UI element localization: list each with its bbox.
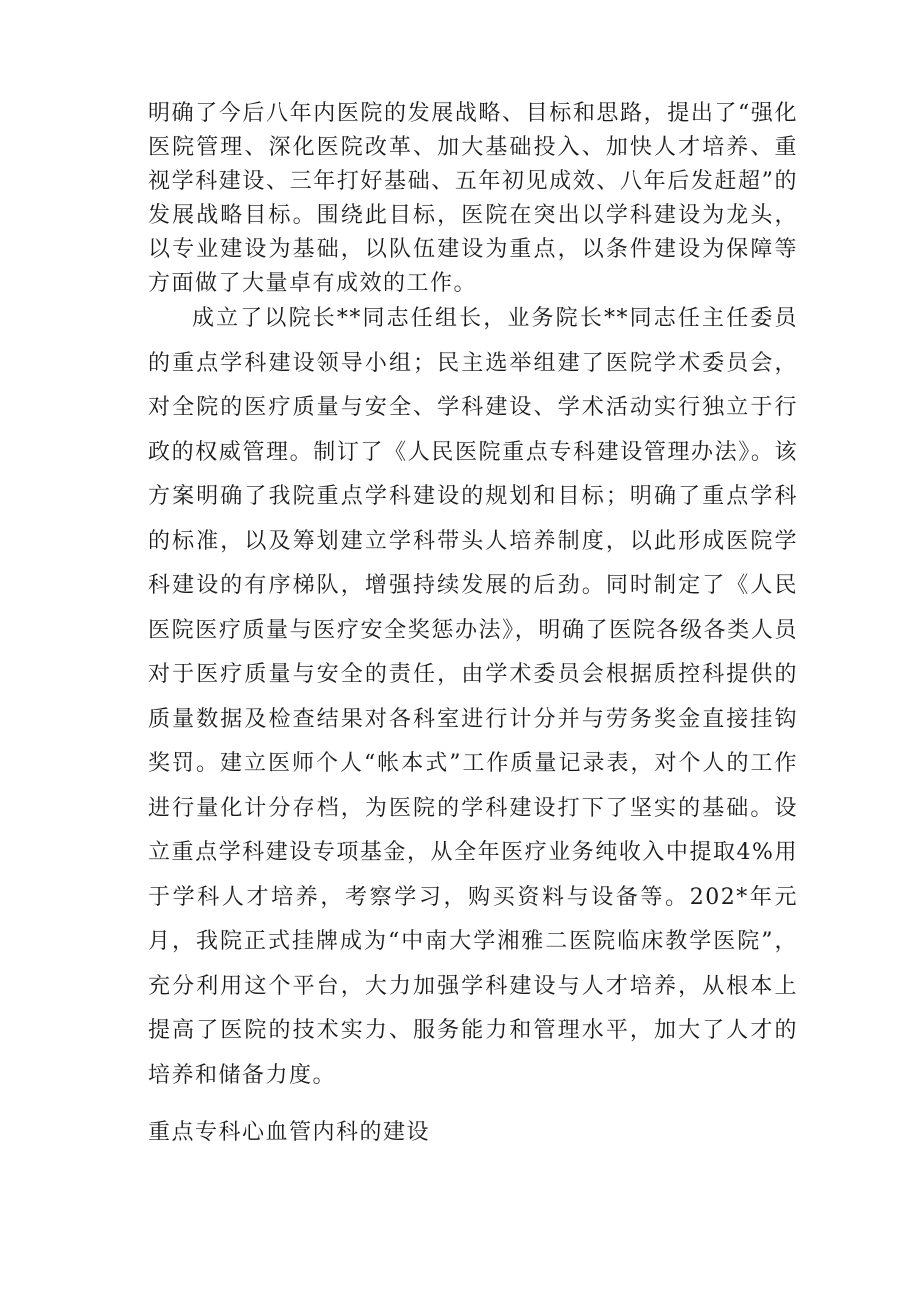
body-paragraph-leadership: 成立了以院长**同志任组长，业务院长**同志任主任委员的重点学科建设领导小组；民主选举组建了医院学术委员会，对全院的医疗质量与安全、学科建设、学术活动实行独立于行政的权威管理。制订了《人民医院重点专科建设管理办法》。该方案明确了我院重点学科建设的规划和目标；明确了重点学科的标准，以及筹划建立学科带头人培养制度，以此形成医院学科建设的有序梯队，增强持续发展的后劲。同时制定了《人民医院医疗质量与医疗安全奖惩办法》，明确了医院各级各类人员对于医疗质量与安全的责任，由学术委员会根据质控科提供的质量数据及检查结果对各科室进行计分并与劳务奖金直接挂钩奖罚。建立医师个人“帐本式”工作质量记录表，对个人的工作进行量化计分存档，为医院的学科建设打下了坚实的基础。设立重点学科建设专项基金，从全年医疗业务纯收入中提取4%用于学科人才培养，考察学习，购买资料与设备等。202*年元月，我院正式挂牌成为“中南大学湘雅二医院临床教学医院”，充分利用这个平台，大力加强学科建设与人才培养，从根本上提高了医院的技术实力、服务能力和管理水平，加大了人才的培养和储备力度。 [148, 306, 798, 1088]
section-heading: 重点专科心血管内科的建设 [148, 1120, 431, 1145]
body-paragraph-strategy: 明确了今后八年内医院的发展战略、目标和思路，提出了“强化医院管理、深化医院改革、加大基础投入、加快人才培养、重视学科建设、三年打好基础、五年初见成效、八年后发赶超”的发展战略目标。围绕此目标，医院在突出以学科建设为龙头，以专业建设为基础，以队伍建设为重点，以条件建设为保障等方面做了大量卓有成效的工作。 [148, 101, 798, 296]
